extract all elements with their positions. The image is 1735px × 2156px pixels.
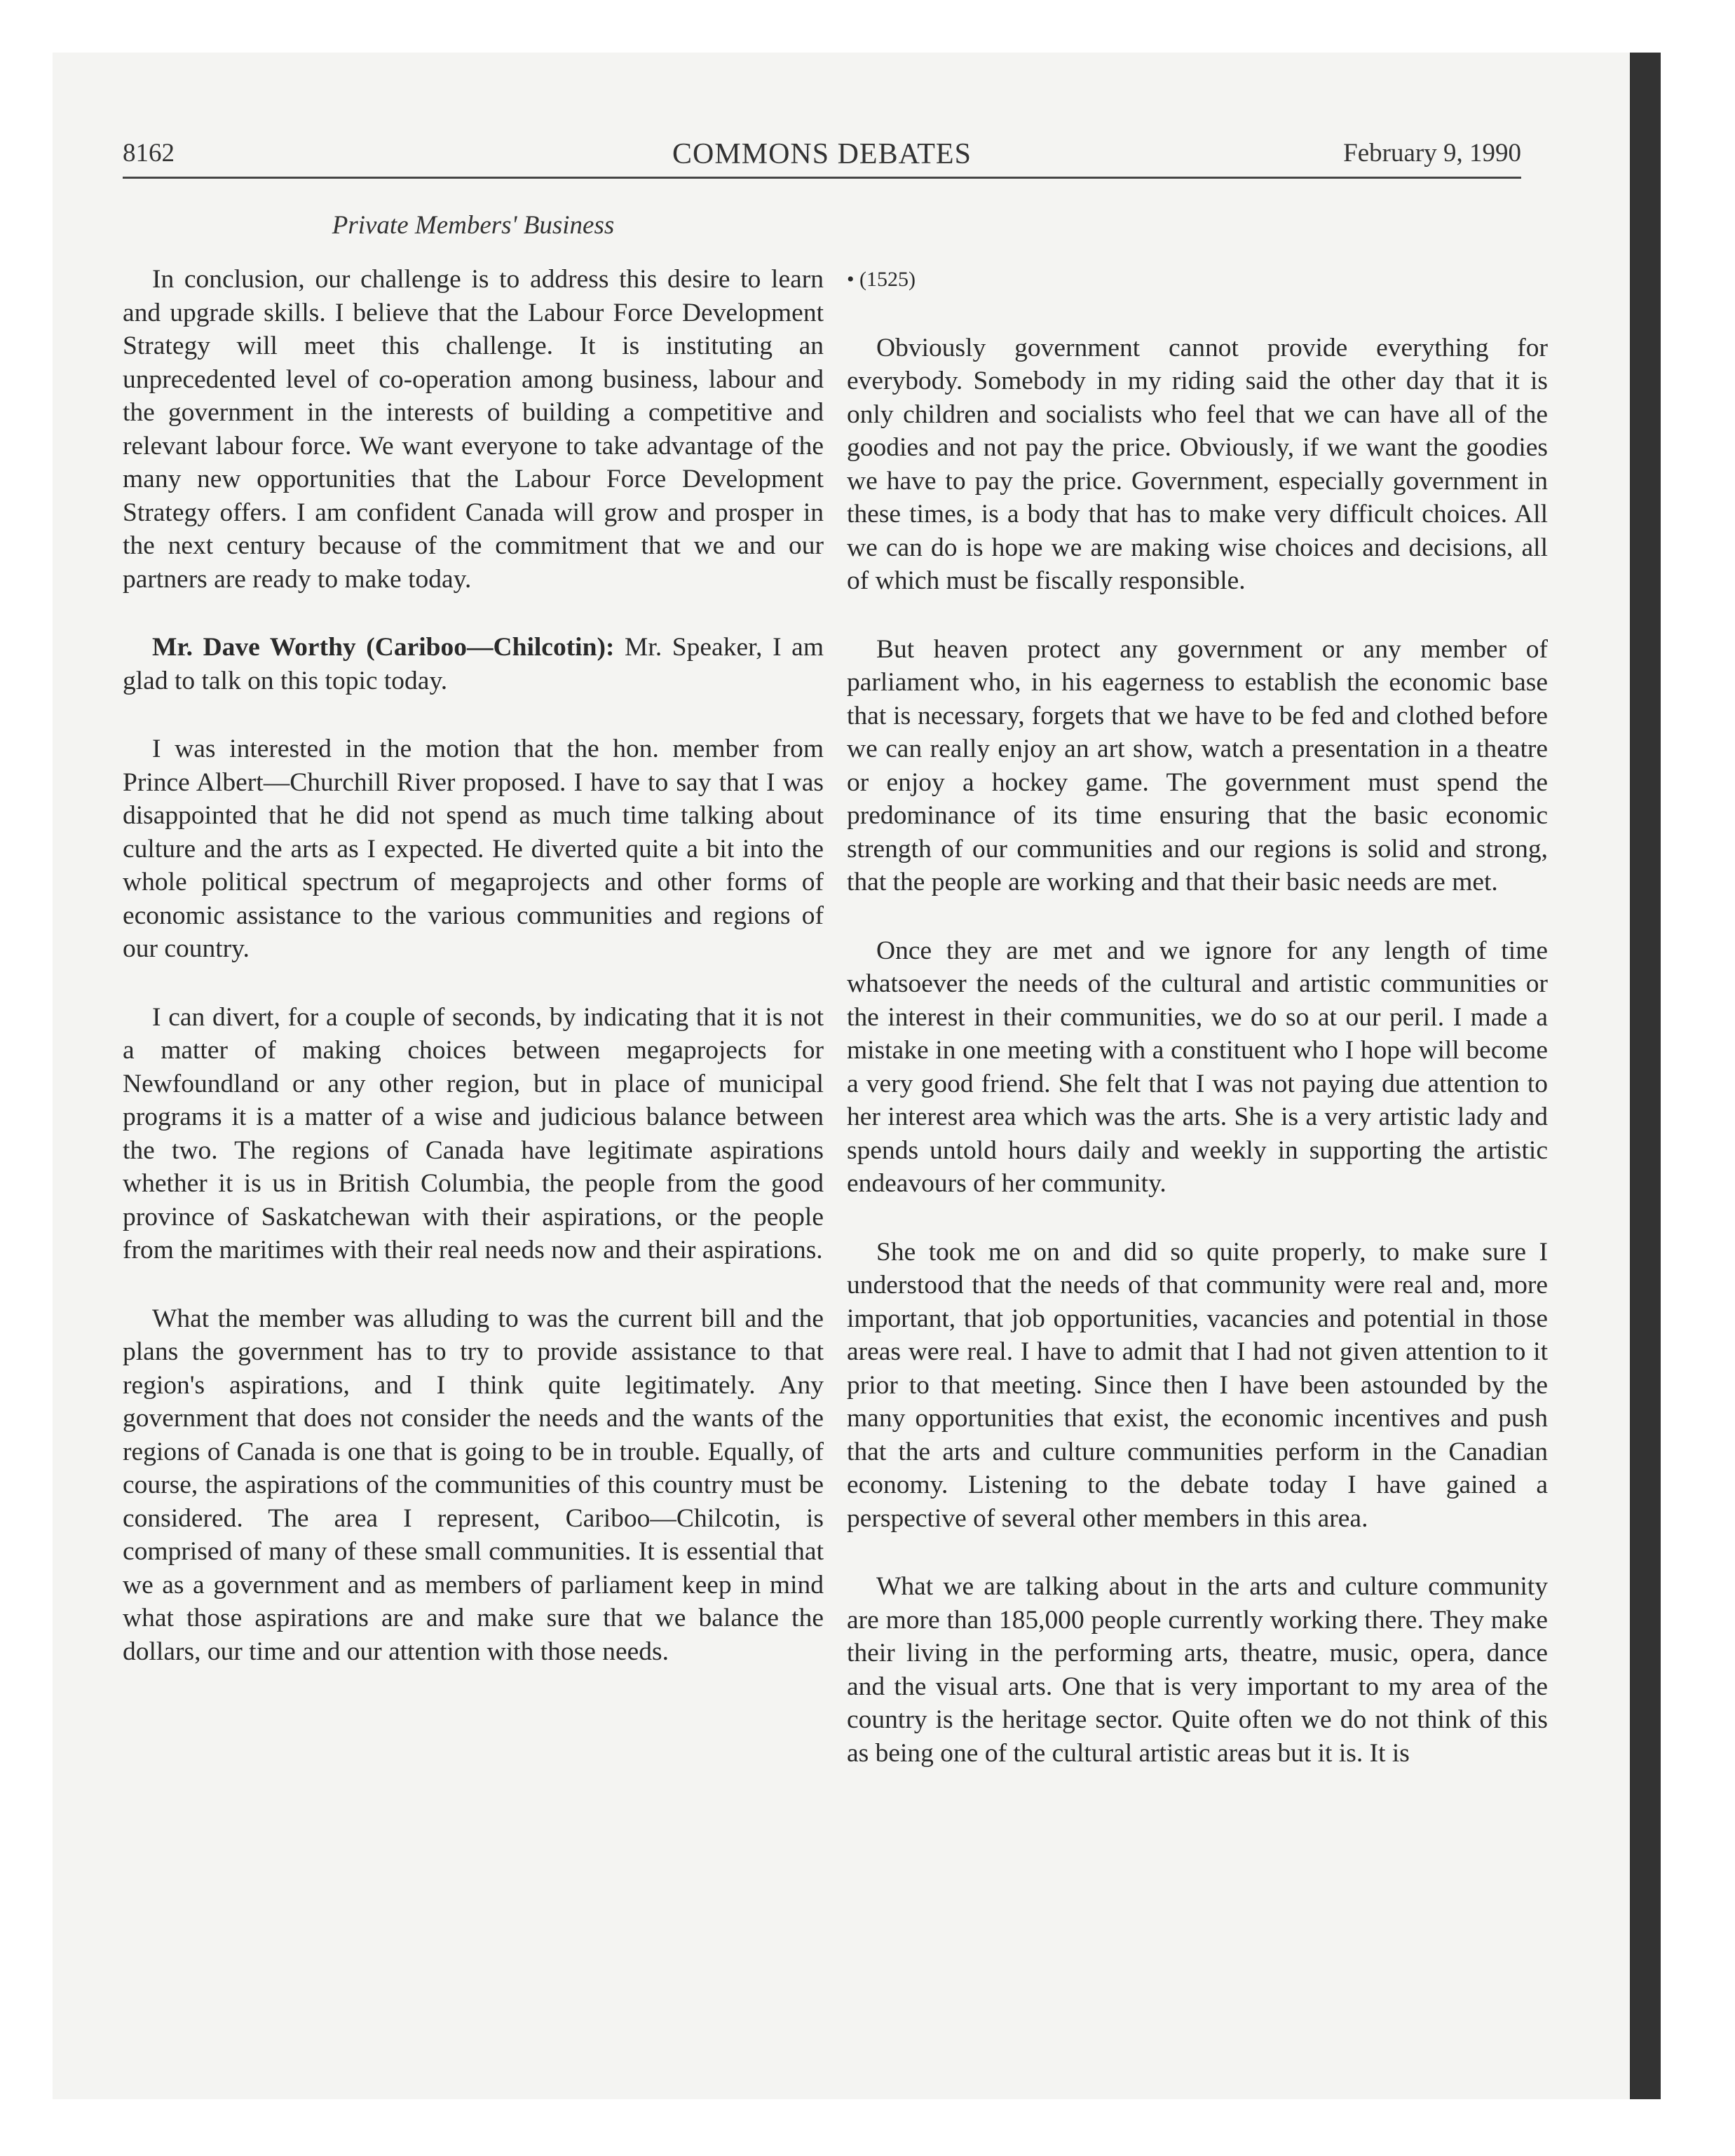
page-date: February 9, 1990 bbox=[1343, 139, 1521, 168]
paragraph: Once they are met and we ignore for any length of time whatsoever the needs of the cultural and artistic communities or the interest in their communities, we do so at our peril. I made a mistake in one meeting with a constituent who I hope will become a very good friend. She felt that I was not paying due attention to her interest area which was the arts. She is a very artistic lady and spends untold hours daily and weekly in supporting the artistic endeavours of her community. bbox=[847, 936, 1548, 1198]
speaker-name: Mr. Dave Worthy (Cariboo—Chilcotin): bbox=[152, 633, 615, 662]
paragraph: But heaven protect any government or any member of parliament who, in his eagerness to establish the economic base that is necessary, forgets that we have to be fed and clothed before we can really enjoy an art show, watch a presentation in a theatre or enjoy a hockey game. The government must spend the predominance of its time ensuring that the basic economic strength of our communities and our regions is solid and strong, that the people are working and that their basic needs are met. bbox=[847, 634, 1548, 896]
paragraph: She took me on and did so quite properly, to make sure I understood that the needs of that community were real and, more important, that job opportunities, vacancies and potential in those areas were real. I have to admit that I had not given attention to it prior to that meeting. Since then I have been astounded by the many opportunities that exist, the economic incentives and push that the arts and culture communities perform in the Canadian economy. Listening to the debate today I have gained a perspective of several other members in this area. bbox=[847, 1237, 1548, 1533]
paragraph: Obviously government cannot provide everything for everybody. Somebody in my riding said the other day that it is only children and socialists who feel that we can have all of the goodies and not pay the price. Obviously, if we want the goodies we have to pay the price. Government, especially government in these times, is a body that has to make very difficult choices. All we can do is hope we are making wise choices and decisions, all of which must be fiscally responsible. bbox=[847, 333, 1548, 595]
section-title: Private Members' Business bbox=[332, 211, 615, 240]
paragraph: What we are talking about in the arts and culture community are more than 185,000 people currently working there. They make their living in the performing arts, theatre, music, opera, dance and the visual arts. One that is very important to my area of the country is the heritage sector. Quite often we do not think of this as being one of the cultural artistic areas but it is. It is bbox=[847, 1572, 1548, 1768]
page-header bbox=[123, 135, 1521, 179]
page-number: 8162 bbox=[123, 139, 175, 168]
time-marker: • (1525) bbox=[847, 268, 916, 291]
paragraph: In conclusion, our challenge is to address this desire to learn and upgrade skills. I believe that the Labour Force Development Strategy will meet this challenge. It is instituting an unprecedented level of co-operation among business, labour and the government in the interests of building a competitive and relevant labour force. We want everyone to take advantage of the many new opportunities that the Labour Force Development Strategy offers. I am confident Canada will grow and prosper in the next century because of the commitment that we and our partners are ready to make today. bbox=[123, 265, 824, 594]
scan-border bbox=[1630, 53, 1661, 2099]
left-column bbox=[123, 263, 824, 1703]
speaker-paragraph bbox=[123, 631, 824, 697]
paragraph: I was interested in the motion that the hon. member from Prince Albert—Churchill River proposed. I have to say that I was disappointed that he did not spend as much time talking about culture and the arts as I expected. He diverted quite a bit into the whole political spectrum of megaprojects and other forms of economic assistance to the various communities and regions of our country. bbox=[123, 735, 824, 963]
running-title: COMMONS DEBATES bbox=[672, 138, 972, 170]
speaker-text: Mr. Speaker, I am glad to talk on this topic today. bbox=[123, 633, 824, 695]
paragraph: I can divert, for a couple of seconds, by indicating that it is not a matter of making choices between megaprojects for Newfoundland or any other region, but in place of municipal programs it is a matter of a wise and judicious balance between the two. The regions of Canada have legitimate aspirations whether it is us in British Columbia, the people from the good province of Saskatchewan with their aspirations, or the people from the maritimes with their real needs now and their aspirations. bbox=[123, 1002, 824, 1264]
right-column bbox=[847, 263, 1548, 1805]
paragraph: What the member was alluding to was the current bill and the plans the government has to try to provide assistance to that region's aspirations, and I think quite legitimately. Any government that does not consider the needs and the wants of the regions of Canada is one that is going to be in trouble. Equally, of course, the aspirations of the communities of this country must be considered. The area I represent, Cariboo—Chilcotin, is comprised of many of these small communities. It is essential that we as a government and as members of parliament keep in mind what those aspirations are and make sure that we balance the dollars, our time and our attention with those needs. bbox=[123, 1304, 824, 1666]
